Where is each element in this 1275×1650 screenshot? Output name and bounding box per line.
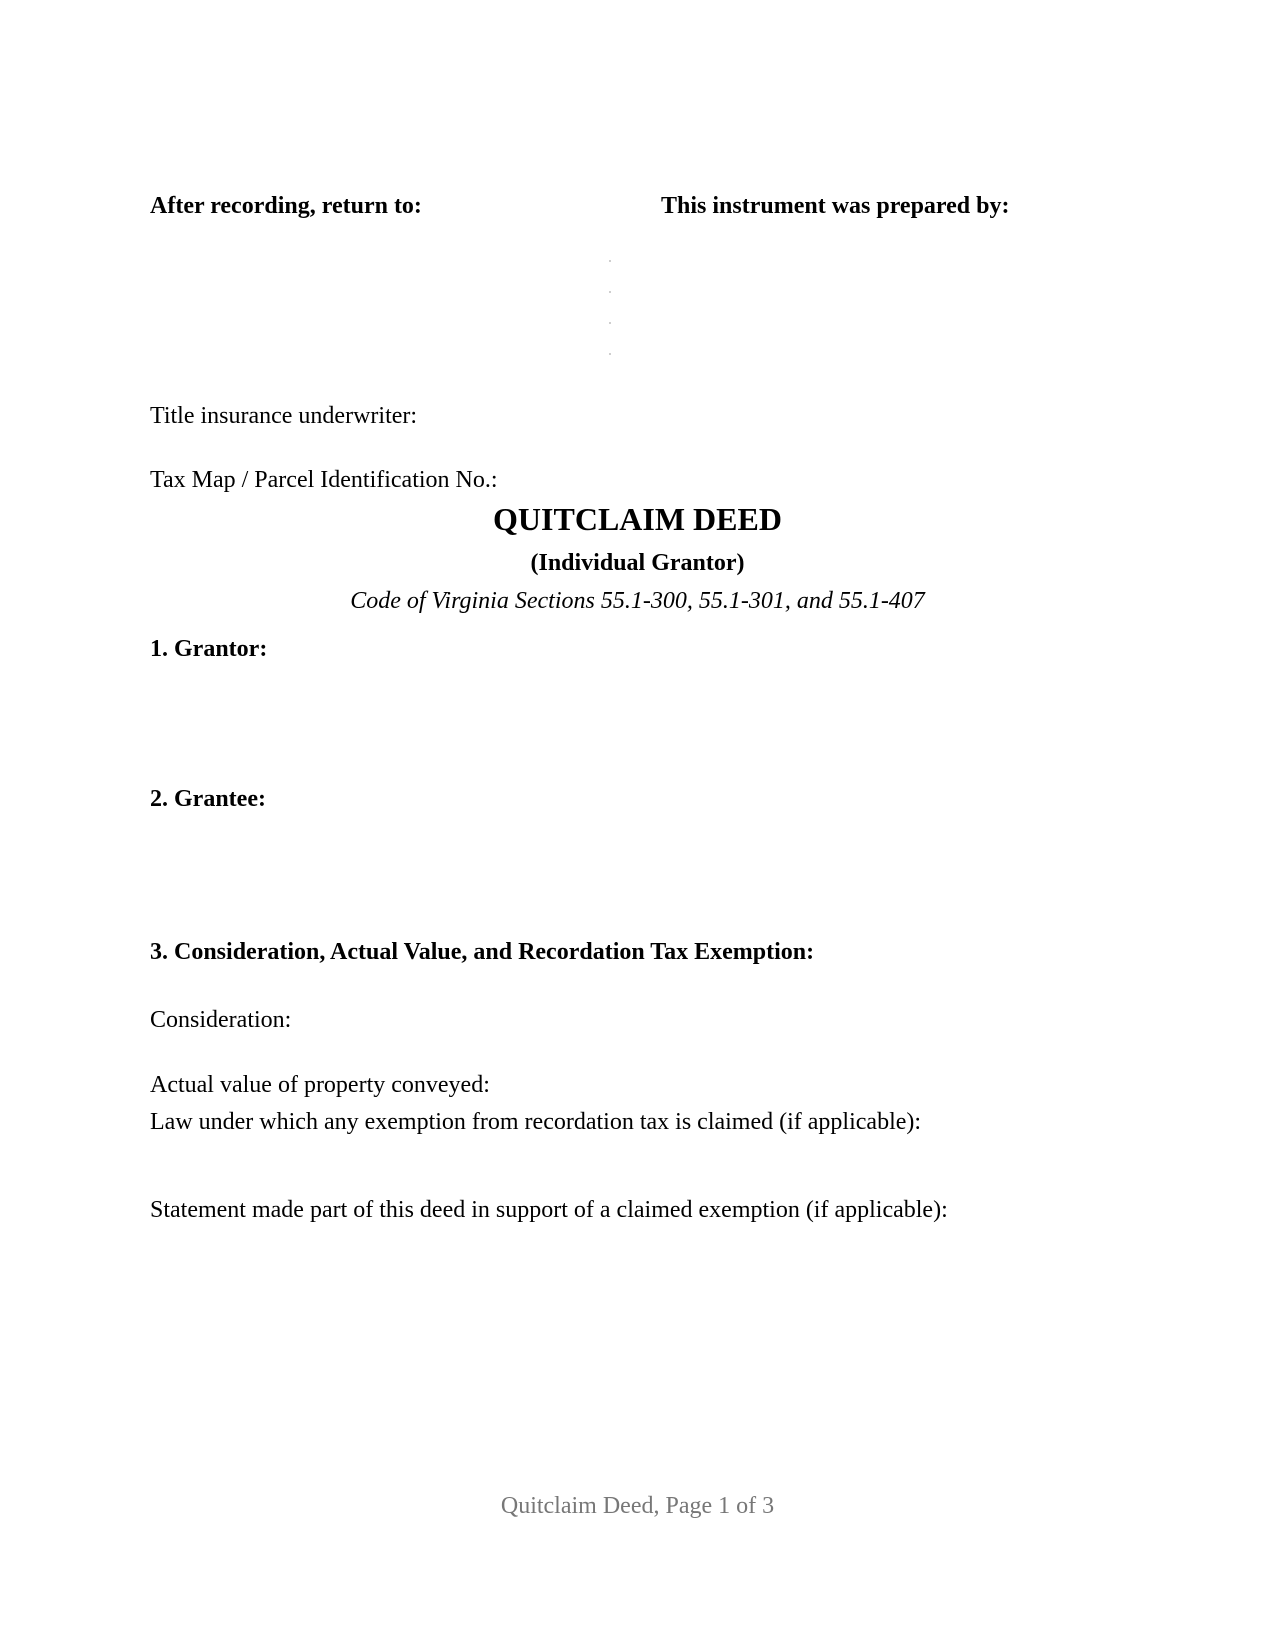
divider-dot	[609, 291, 611, 293]
divider-dot	[609, 322, 611, 324]
document-subtitle: (Individual Grantor)	[530, 550, 745, 576]
actual-value-label: Actual value of property conveyed:	[150, 1072, 490, 1098]
return-to-label: After recording, return to:	[150, 193, 422, 219]
code-reference: Code of Virginia Sections 55.1-300, 55.1-301, and 55.1-407	[350, 588, 925, 614]
consideration-heading: 3. Consideration, Actual Value, and Recordation Tax Exemption:	[150, 939, 815, 965]
prepared-by-label: This instrument was prepared by:	[661, 193, 1010, 219]
exemption-statement-label: Statement made part of this deed in support of a claimed exemption (if applicable):	[150, 1197, 948, 1223]
divider-dot	[609, 260, 611, 262]
page-footer: Quitclaim Deed, Page 1 of 3	[500, 1493, 775, 1519]
document-title: QUITCLAIM DEED	[493, 501, 782, 537]
grantor-heading: 1. Grantor:	[150, 636, 268, 662]
consideration-label: Consideration:	[150, 1007, 292, 1033]
tax-map-label: Tax Map / Parcel Identification No.:	[150, 467, 498, 493]
exemption-law-label: Law under which any exemption from recordation tax is claimed (if applicable):	[150, 1109, 922, 1135]
divider-dot	[609, 353, 611, 355]
title-insurance-label: Title insurance underwriter:	[150, 403, 418, 429]
grantee-heading: 2. Grantee:	[150, 786, 266, 812]
